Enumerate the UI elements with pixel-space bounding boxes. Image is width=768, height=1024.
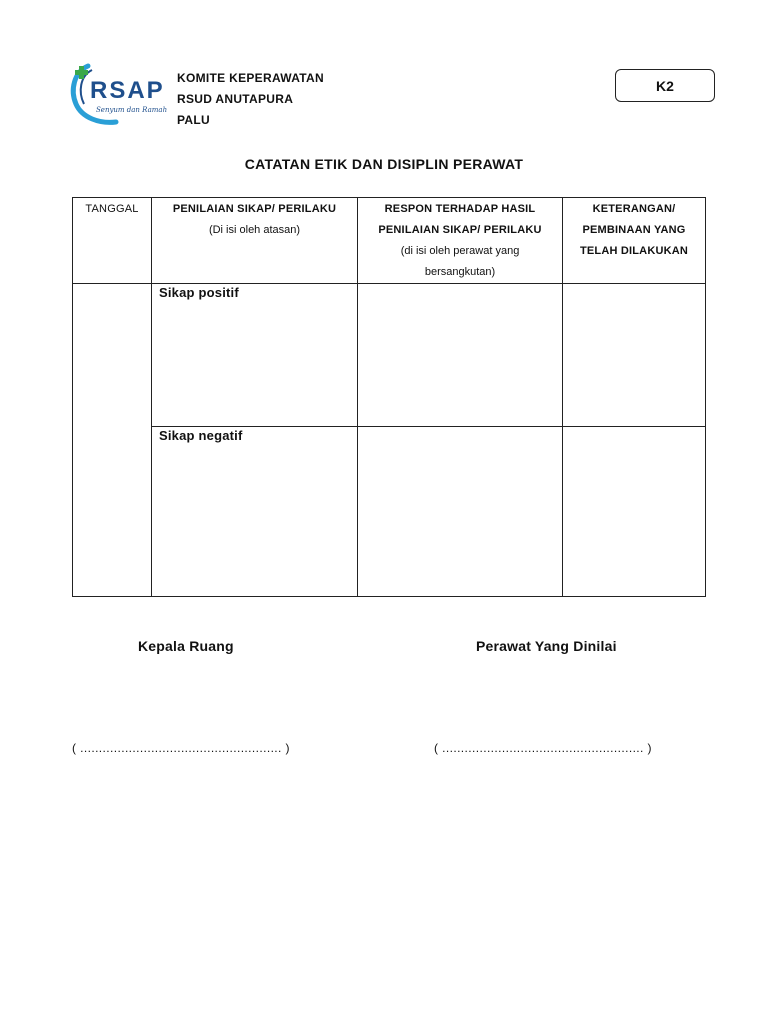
- penilaian-cell-positif[interactable]: [152, 284, 358, 427]
- keterangan-cell-negatif[interactable]: [563, 427, 706, 597]
- header-respon-title: RESPON TERHADAP HASIL PENILAIAN SIKAP/ PERILAKU: [378, 203, 542, 236]
- respon-cell-positif[interactable]: [358, 284, 563, 427]
- signature-line-kepala-ruang[interactable]: ( ...................................................... ): [72, 741, 290, 755]
- institution-line-3: PALU: [177, 113, 210, 127]
- institution-line-1: KOMITE KEPERAWATAN: [177, 71, 324, 85]
- header-penilaian-title: PENILAIAN SIKAP/ PERILAKU: [172, 203, 337, 215]
- sikap-negatif-label: Sikap negatif: [159, 428, 243, 443]
- signature-title-perawat: Perawat Yang Dinilai: [476, 638, 617, 654]
- header-keterangan-title: KETERANGAN/ PEMBINAAN YANG TELAH DILAKUKAN: [579, 203, 689, 257]
- header-penilaian: [152, 198, 358, 284]
- institution-line-2: RSUD ANUTAPURA: [177, 92, 294, 106]
- form-code-box: [615, 69, 715, 102]
- signature-title-kepala-ruang: Kepala Ruang: [138, 638, 234, 654]
- header-respon-subtitle: (di isi oleh perawat yang bersangkutan): [400, 245, 520, 278]
- header-tanggal: [73, 198, 152, 284]
- institution-header: [177, 68, 324, 131]
- tanggal-cell[interactable]: [73, 284, 152, 597]
- sikap-positif-label: Sikap positif: [159, 285, 239, 300]
- logo-tagline: Senyum dan Ramah: [96, 106, 168, 114]
- header-respon: [358, 198, 563, 284]
- header-keterangan: [563, 198, 706, 284]
- logo-text: RSAP: [90, 77, 165, 104]
- table-row: [73, 284, 706, 427]
- header-penilaian-subtitle: (Di isi oleh atasan): [208, 224, 301, 236]
- table-header-row: [73, 198, 706, 284]
- header-tanggal-title: TANGGAL: [85, 203, 139, 215]
- penilaian-cell-negatif[interactable]: [152, 427, 358, 597]
- table-row: [73, 427, 706, 597]
- form-code: K2: [656, 77, 674, 94]
- form-table: [72, 197, 706, 597]
- logo-graphic: [70, 60, 168, 126]
- keterangan-cell-positif[interactable]: [563, 284, 706, 427]
- respon-cell-negatif[interactable]: [358, 427, 563, 597]
- document-title: CATATAN ETIK DAN DISIPLIN PERAWAT: [244, 156, 524, 172]
- signature-line-perawat[interactable]: ( ...................................................... ): [434, 741, 652, 755]
- rsap-logo: [70, 60, 168, 126]
